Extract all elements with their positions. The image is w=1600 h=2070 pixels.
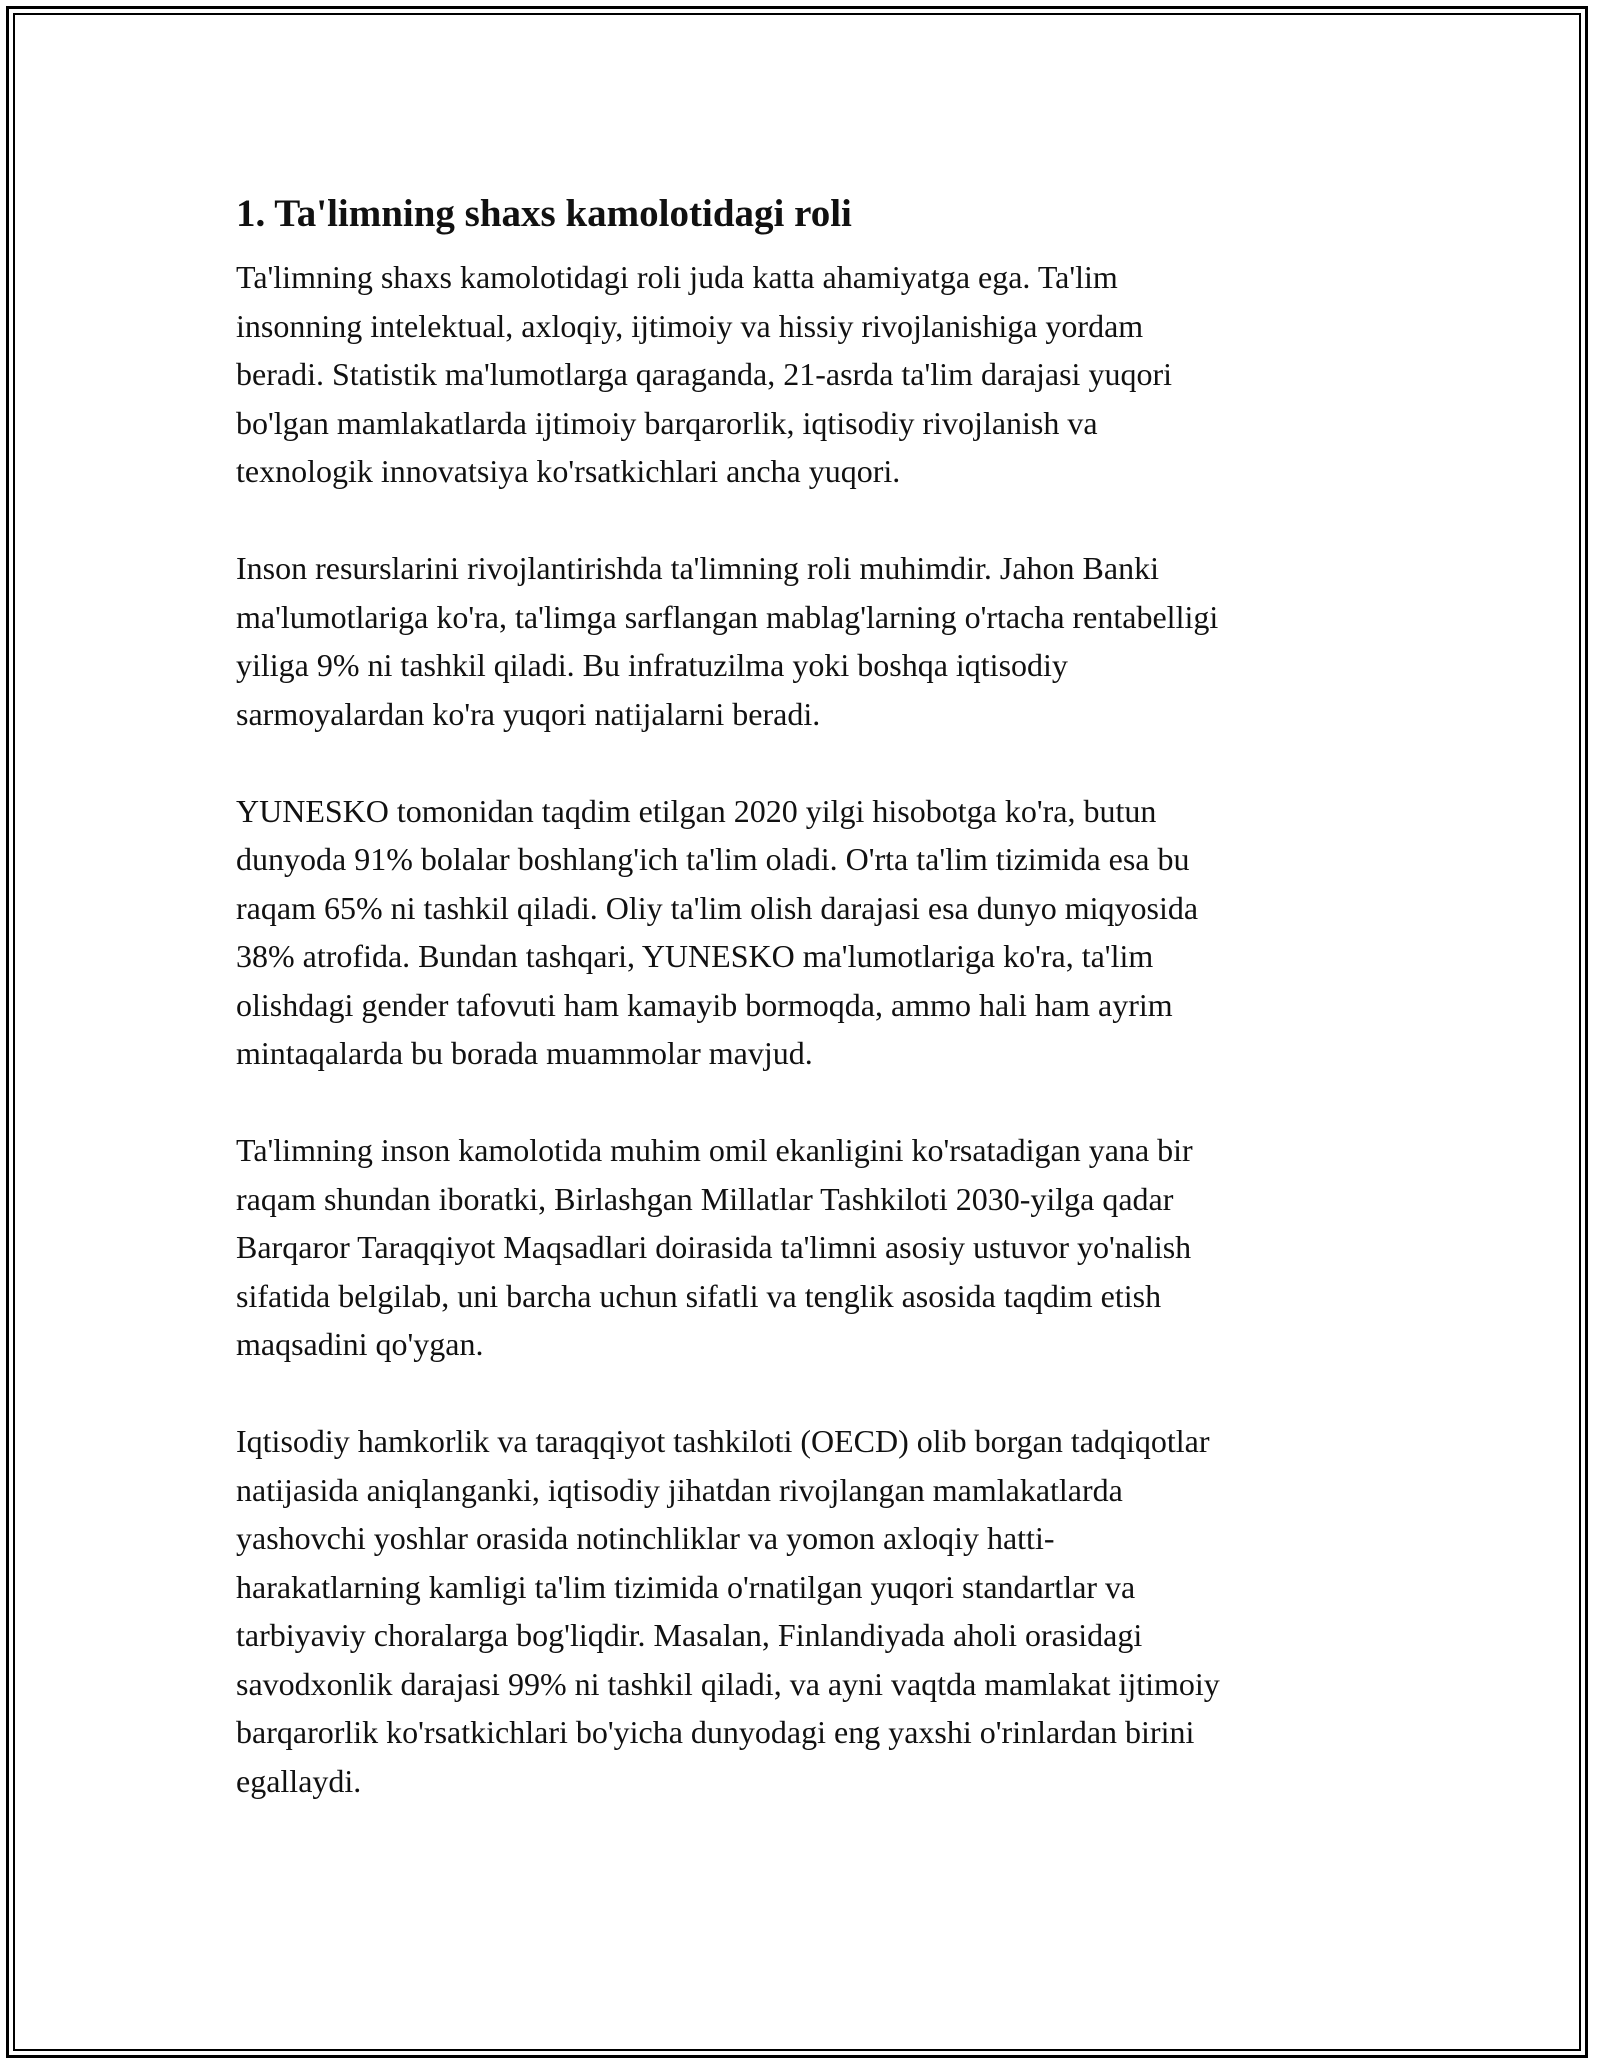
paragraph-line: raqam shundan iboratki, Birlashgan Millatlar Tashkiloti 2030-yilga qadar: [236, 1180, 1174, 1217]
paragraph-line: sifatida belgilab, uni barcha uchun sifatli va tenglik asosida taqdim etish: [236, 1277, 1162, 1314]
paragraph-line: YUNESKO tomonidan taqdim etilgan 2020 yilgi hisobotga ko'ra, butun: [236, 792, 1157, 829]
paragraph-line: texnologik innovatsiya ko'rsatkichlari ancha yuqori.: [236, 453, 901, 489]
paragraph-line: tarbiyaviy choralarga bog'liqdir. Masalan, Finlandiyada aholi orasidagi: [236, 1617, 1143, 1653]
paragraph-line: yashovchi yoshlar orasida notinchliklar va yomon axloqiy hatti-: [236, 1520, 1055, 1556]
paragraph-line: sarmoyalardan ko'ra yuqori natijalarni beradi.: [236, 695, 821, 732]
paragraph-line: olishdagi gender tafovuti ham kamayib bormoqda, ammo hali ham ayrim: [236, 986, 1173, 1023]
paragraph-line: barqarorlik ko'rsatkichlari bo'yicha dunyodagi eng yaxshi o'rinlardan birini: [236, 1714, 1195, 1750]
paragraph-line: maqsadini qo'ygan.: [236, 1326, 484, 1362]
paragraph-line: dunyoda 91% bolalar boshlang'ich ta'lim oladi. O'rta ta'lim tizimida esa bu: [236, 841, 1190, 877]
paragraph-line: bo'lgan mamlakatlarda ijtimoiy barqarorlik, iqtisodiy rivojlanish va: [236, 404, 1098, 441]
paragraph-line: harakatlarning kamligi ta'lim tizimida o'rnatilgan yuqori standartlar va: [236, 1568, 1136, 1605]
paragraph-line: Inson resurslarini rivojlantirishda ta'limning roli muhimdir. Jahon Banki: [236, 550, 1159, 586]
paragraph-line: yiliga 9% ni tashkil qiladi. Bu infratuzilma yoki boshqa iqtisodiy: [236, 647, 1068, 683]
document-body: [236, 253, 1376, 1805]
section-title: 1. Ta'limning shaxs kamolotidagi roli: [236, 192, 852, 235]
paragraph-3: [236, 787, 1376, 1078]
paragraph-line: 38% atrofida. Bundan tashqari, YUNESKO ma'lumotlariga ko'ra, ta'lim: [236, 938, 1154, 974]
paragraph-line: Iqtisodiy hamkorlik va taraqqiyot tashkiloti (OECD) olib borgan tadqiqotlar: [236, 1423, 1210, 1459]
document-page: [236, 185, 1376, 1854]
paragraph-line: Barqaror Taraqqiyot Maqsadlari doirasida ta'limni asosiy ustuvor yo'nalish: [236, 1229, 1192, 1265]
paragraph-line: beradi. Statistik ma'lumotlarga qaraganda, 21-asrda ta'lim darajasi yuqori: [236, 356, 1172, 392]
paragraph-line: egallaydi.: [236, 1762, 362, 1799]
paragraph-line: Ta'limning shaxs kamolotidagi roli juda katta ahamiyatga ega. Ta'lim: [236, 259, 1118, 295]
paragraph-line: mintaqalarda bu borada muammolar mavjud.: [236, 1035, 813, 1071]
paragraph-line: savodxonlik darajasi 99% ni tashkil qiladi, va ayni vaqtda mamlakat ijtimoiy: [236, 1665, 1220, 1702]
paragraph-5: [236, 1417, 1376, 1805]
paragraph-4: [236, 1126, 1376, 1369]
paragraph-1: [236, 253, 1376, 496]
paragraph-2: [236, 544, 1376, 738]
paragraph-line: raqam 65% ni tashkil qiladi. Oliy ta'lim olish darajasi esa dunyo miqyosida: [236, 889, 1199, 926]
paragraph-line: natijasida aniqlanganki, iqtisodiy jihatdan rivojlangan mamlakatlarda: [236, 1471, 1123, 1508]
paragraph-line: Ta'limning inson kamolotida muhim omil ekanligini ko'rsatadigan yana bir: [236, 1132, 1193, 1168]
paragraph-line: insonning intelektual, axloqiy, ijtimoiy va hissiy rivojlanishiga yordam: [236, 307, 1144, 344]
paragraph-line: ma'lumotlariga ko'ra, ta'limga sarflangan mablag'larning o'rtacha rentabelligi: [236, 598, 1219, 635]
